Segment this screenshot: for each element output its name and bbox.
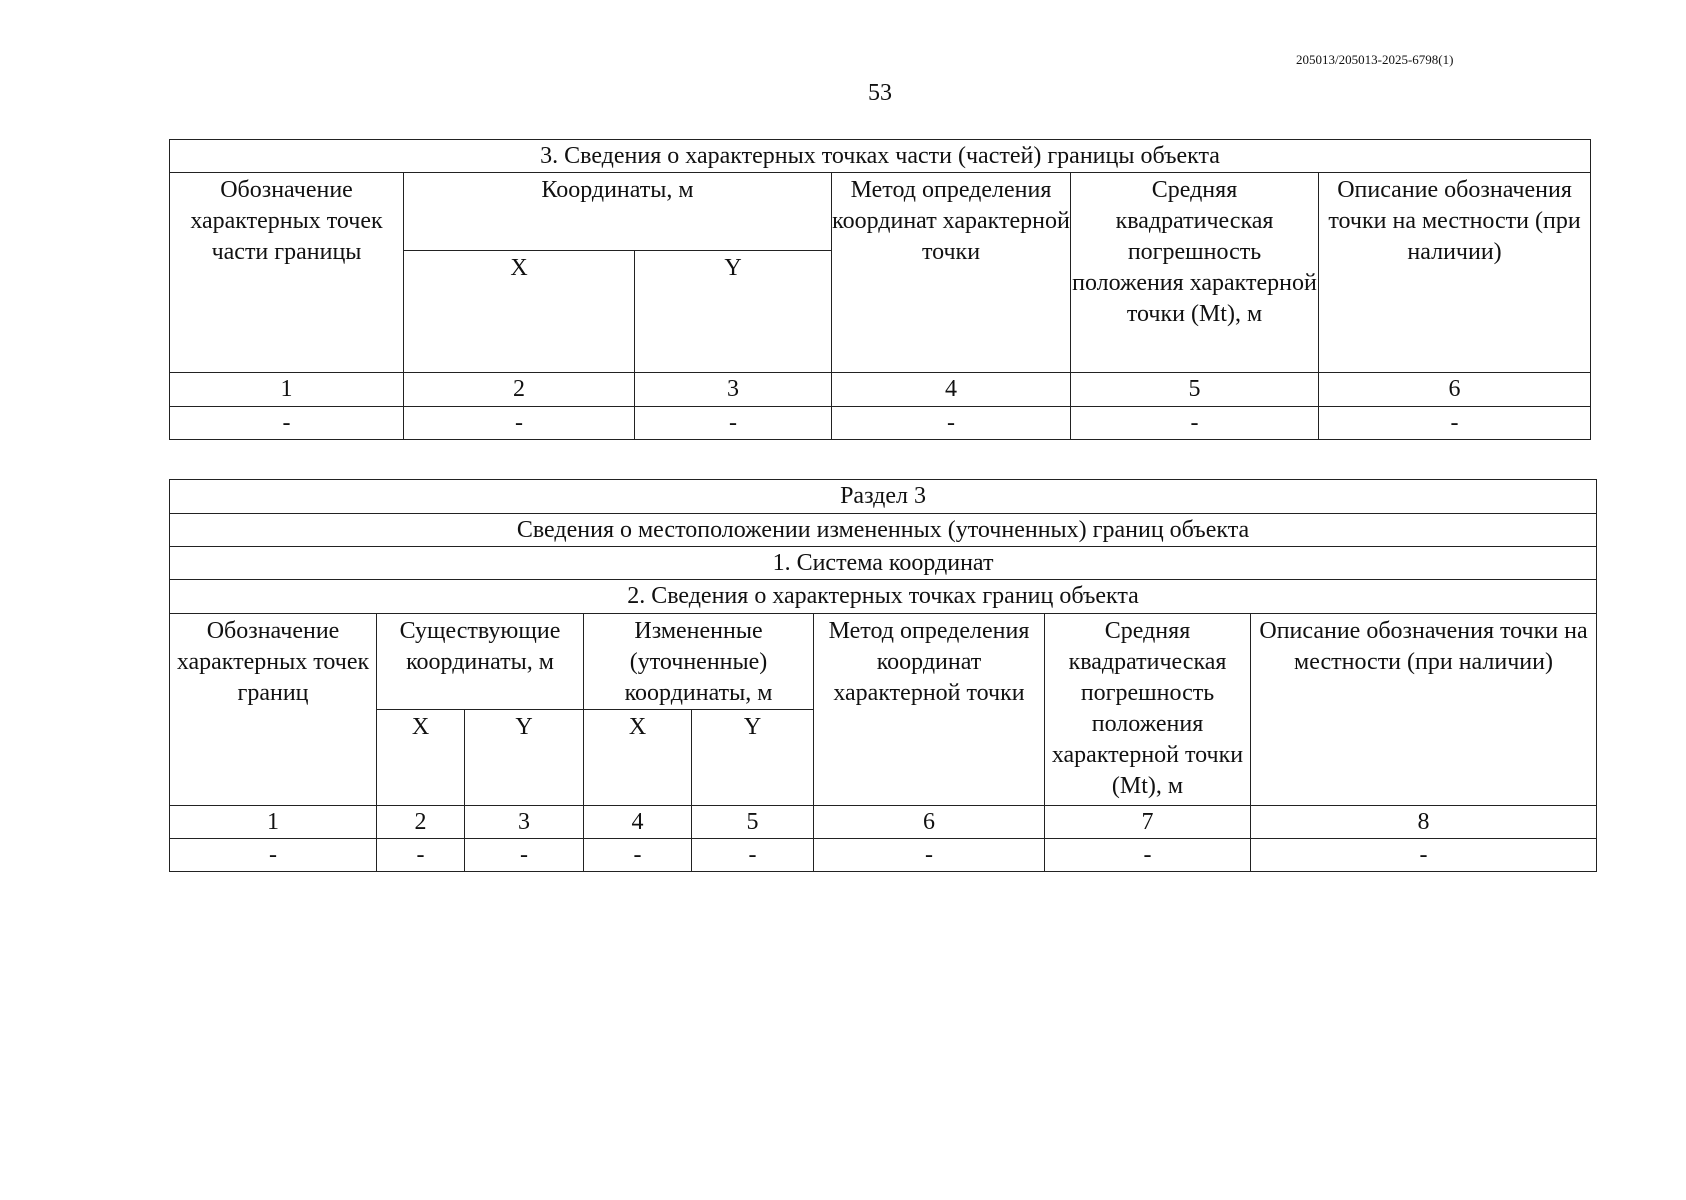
- column-number: 3: [635, 373, 832, 407]
- subsection-boundary-points: 2. Сведения о характерных точках границ объекта: [170, 580, 1597, 614]
- table-cell: -: [170, 407, 404, 440]
- header-changed-coordinates: Измененные (уточненные) координаты, м: [584, 614, 814, 710]
- boundary-points-table: [169, 479, 1597, 872]
- section-heading: Раздел 3: [170, 480, 1597, 514]
- header-mean-error: Средняя квадратическая погрешность положения характерной точки (Mt), м: [1071, 173, 1319, 373]
- table-cell: -: [635, 407, 832, 440]
- subsection-coordinate-system: 1. Система координат: [170, 547, 1597, 580]
- header-existing-coordinates: Существующие координаты, м: [377, 614, 584, 710]
- column-number: 3: [465, 806, 584, 839]
- table-cell: -: [377, 839, 465, 872]
- table-cell: -: [1251, 839, 1597, 872]
- column-number: 6: [814, 806, 1045, 839]
- header-changed-y: Y: [692, 710, 814, 806]
- header-point-designation: Обозначение характерных точек части границы: [170, 173, 404, 373]
- document-id: 205013/205013-2025-6798(1): [1296, 52, 1454, 67]
- table-cell: -: [1071, 407, 1319, 440]
- column-number: 6: [1319, 373, 1591, 407]
- column-number: 4: [584, 806, 692, 839]
- table-row: [170, 407, 1591, 440]
- table-cell: -: [404, 407, 635, 440]
- header-description: Описание обозначения точки на местности (при наличии): [1319, 173, 1591, 373]
- header-coordinates: Координаты, м: [404, 173, 832, 251]
- header-point-designation: Обозначение характерных точек границ: [170, 614, 377, 806]
- header-existing-y: Y: [465, 710, 584, 806]
- column-number: 7: [1045, 806, 1251, 839]
- page-number: 53: [868, 80, 892, 106]
- table-cell: -: [1319, 407, 1591, 440]
- header-x: X: [404, 251, 635, 373]
- table-cell: -: [832, 407, 1071, 440]
- table-cell: -: [465, 839, 584, 872]
- table1-title: 3. Сведения о характерных точках части (частей) границы объекта: [170, 140, 1591, 173]
- column-numbers-row: [170, 373, 1591, 407]
- section-title: Сведения о местоположении измененных (уточненных) границ объекта: [170, 514, 1597, 547]
- column-numbers-row: [170, 806, 1597, 839]
- header-existing-x: X: [377, 710, 465, 806]
- column-number: 5: [692, 806, 814, 839]
- table-cell: -: [170, 839, 377, 872]
- header-description: Описание обозначения точки на местности (при наличии): [1251, 614, 1597, 806]
- header-y: Y: [635, 251, 832, 373]
- header-method: Метод определения координат характерной точки: [814, 614, 1045, 806]
- table-cell: -: [692, 839, 814, 872]
- column-number: 1: [170, 806, 377, 839]
- table-cell: -: [584, 839, 692, 872]
- column-number: 4: [832, 373, 1071, 407]
- header-method: Метод определения координат характерной точки: [832, 173, 1071, 373]
- column-number: 1: [170, 373, 404, 407]
- column-number: 2: [377, 806, 465, 839]
- table-cell: -: [814, 839, 1045, 872]
- column-number: 5: [1071, 373, 1319, 407]
- table-cell: -: [1045, 839, 1251, 872]
- header-changed-x: X: [584, 710, 692, 806]
- boundary-part-points-table: [169, 139, 1591, 440]
- column-number: 8: [1251, 806, 1597, 839]
- header-mean-error: Средняя квадратическая погрешность положения характерной точки (Mt), м: [1045, 614, 1251, 806]
- column-number: 2: [404, 373, 635, 407]
- table-row: [170, 839, 1597, 872]
